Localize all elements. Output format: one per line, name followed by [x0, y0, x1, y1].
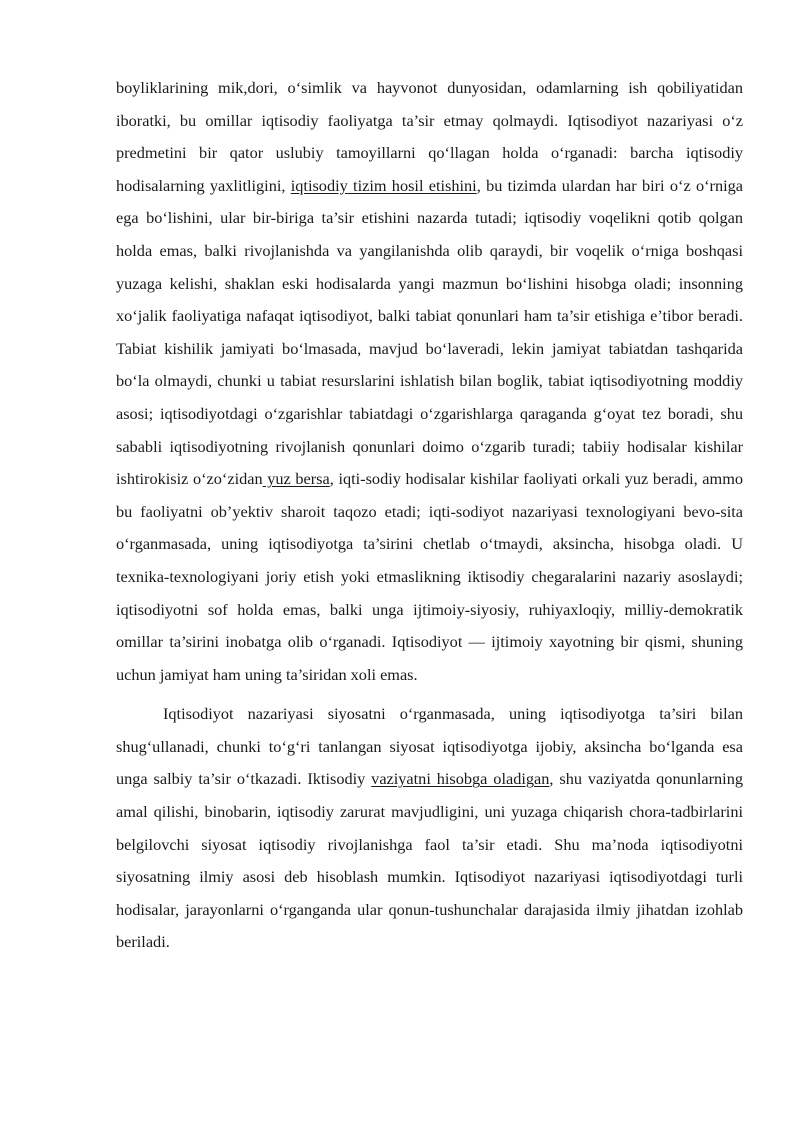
paragraph-1-text-c: , iqti-sodiy hodisalar kishilar faoliyati orkali yuz beradi, ammo bu faoliyatni ob’yektiv sharoit taqozo etadi; iqti-sodiyot nazariyasi texnologiyani bevo-sita o‘rganmasada, uning iqtisodiyotga ta’sirini chetlab o‘tmaydi, aksincha, hisobga oladi. U texnika-texnologiyani joriy etish yoki etmaslikning iktisodiy chegaralarini nazariy asoslaydi; iqtisodiyotni sof holda emas, balki unga ijtimoiy-siyosiy, ruhiyaxloqiy, milliy-demokratik omillar ta’sirini inobatga olib o‘rganadi. Iqtisodiyot — ijtimoiy xayotning bir qismi, shuning uchun jamiyat ham uning ta’siridan xoli emas.	[116, 469, 744, 684]
underlined-phrase-tizim[interactable]: iqtisodiy tizim hosil etishini	[290, 175, 477, 195]
underlined-phrase-vaziyat[interactable]: vaziyatni hisobga oladigan	[371, 769, 550, 789]
paragraph-2-text-b: , shu vaziyatda qonunlarning amal qilishi, binobarin, iqtisodiy zarurat mavjudligini, uni yuzaga chiqarish chora-tadbirlarini belgilovchi siyosat iqtisodiy rivojlanishga faol ta’sir etadi. Shu ma’noda iqtisodiyotni siyosatning ilmiy asosi deb hisoblash mumkin. Iqtisodiyot nazariyasi iqtisodiyotdagi turli hodisalar, jarayonlarni o‘rganganda ular qonun-tushunchalar darajasida ilmiy jihatdan izohlab beriladi.	[116, 769, 743, 952]
body-text	[116, 72, 743, 959]
paragraph-2	[116, 698, 743, 959]
paragraph-1-text-a: boyliklarining mik,dori, o‘simlik va hayvonot dunyosidan, odamlarning ish qobiliyatidan iboratki, bu omillar iqtisodiy faoliyatga ta’sir etmay qolmaydi. Iqtisodiyot nazariyasi o‘z predmetini bir qator uslubiy tamoyillarni qo‘llagan holda o‘rganadi: barcha iqtisodiy hodisalarning yaxlitligini,	[116, 78, 743, 195]
underlined-phrase-yuz-bersa[interactable]: yuz bersa	[262, 469, 330, 489]
paragraph-1	[116, 72, 743, 691]
paragraph-2-text-a: Iqtisodiyot nazariyasi siyosatni o‘rganmasada, uning iqtisodiyotga ta’siri bilan shug‘ullanadi, chunki to‘g‘ri tanlangan siyosat iqtisodiyotga ijobiy, aksincha bo‘lganda esa unga salbiy ta’sir o‘tkazadi. Iktisodiy	[116, 704, 743, 789]
paragraph-1-text-b: , bu tizimda ulardan har biri o‘z o‘rniga ega bo‘lishini, ular bir-biriga ta’sir etishini nazarda tutadi; iqtisodiy voqelikni qotib qolgan holda emas, balki rivojlanishda va yangilanishda olib qaraydi, bir voqelik o‘rniga boshqasi yuzaga kelishi, shaklan eski hodisalarda yangi mazmun bo‘lishini hisobga oladi; insonning xo‘jalik faoliyatiga nafaqat iqtisodiyot, balki tabiat qonunlari ham ta’sir etishiga e’tibor beradi. Tabiat kishilik jamiyati bo‘lmasada, mavjud bo‘laveradi, lekin jamiyat tabiatdan tashqarida bo‘la olmaydi, chunki u tabiat resurslarini ishlatish bilan boglik, tabiat iqtisodiyotning moddiy asosi; iqtisodiyotdagi o‘zgarishlar tabiatdagi o‘zgarishlarga qaraganda g‘oyat tez boradi, shu sababli iqtisodiyotning rivojlanish qonunlari doimo o‘zgarib turadi; tabiiy hodisalar kishilar ishtirokisiz o‘zo‘zidan	[116, 175, 743, 489]
